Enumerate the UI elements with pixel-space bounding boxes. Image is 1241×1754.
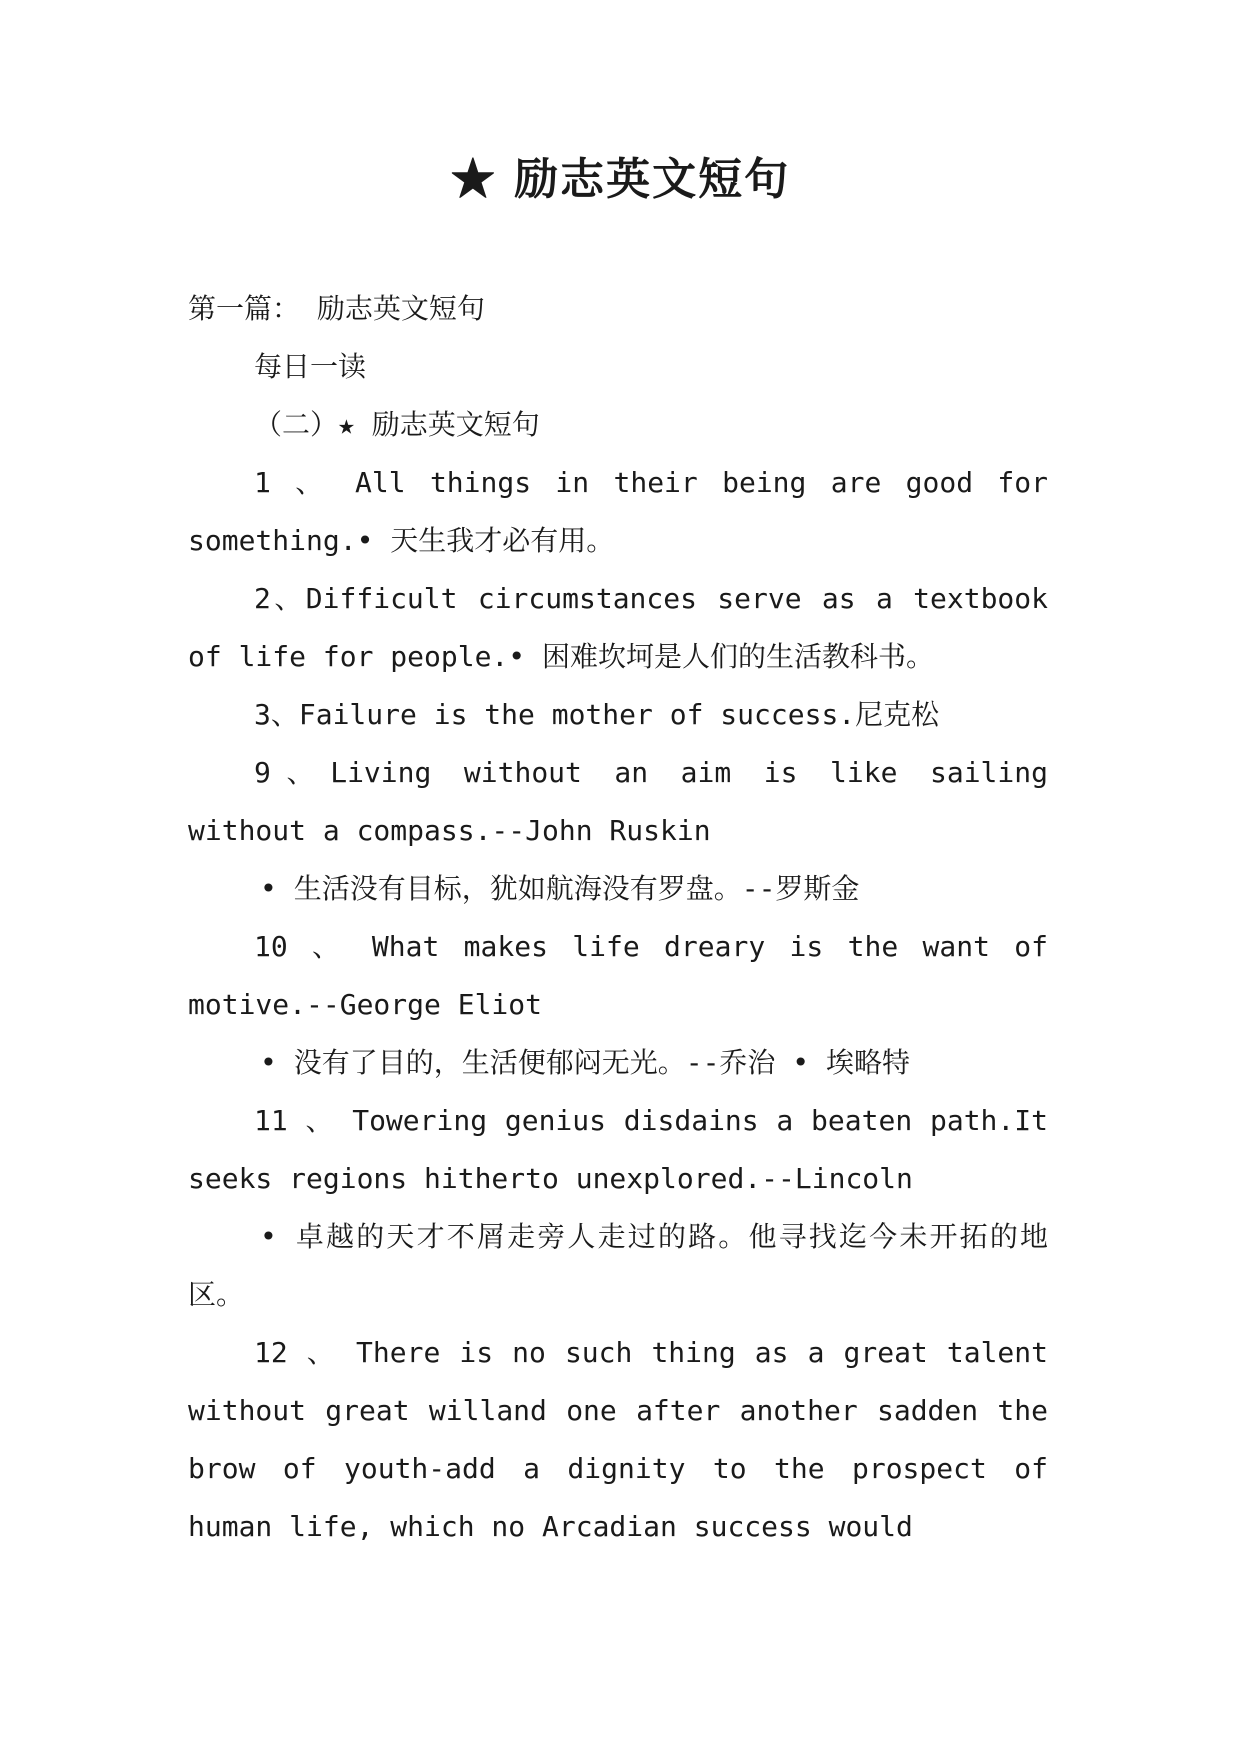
paragraph-10: 10 、 What makes life dreary is the want of motive.--George Eliot	[188, 930, 1048, 1021]
document-title: ★ 励志英文短句	[450, 154, 791, 205]
paragraph-11: 11 、 Towering genius disdains a beaten path.It seeks regions hitherto unexplored.--Lincoln	[188, 1104, 1048, 1195]
subheading: 每日一读	[254, 350, 367, 383]
paragraph-9-translation: • 生活没有目标，犹如航海没有罗盘。--罗斯金	[260, 872, 860, 905]
subheading-2: （二）★ 励志英文短句	[254, 408, 540, 441]
paragraph-10-translation: • 没有了目的，生活便郁闷无光。--乔治 • 埃略特	[260, 1046, 911, 1079]
paragraph-12: 12 、 There is no such thing as a great talent without great willand one after another sadden the brow of youth-add a dignity to the prospect of human life, which no Arcadian success would	[188, 1336, 1048, 1543]
paragraph-11-translation: • 卓越的天才不屑走旁人走过的路。他寻找迄今未开拓的地区。	[188, 1220, 1048, 1311]
paragraph-1: 1 、 All things in their being are good for something.• 天生我才必有用。	[188, 466, 1048, 557]
paragraph-9: 9、Living without an aim is like sailing without a compass.--John Ruskin	[188, 756, 1048, 847]
section-heading: 第一篇： 励志英文短句	[188, 292, 485, 325]
document-body	[188, 280, 1048, 1556]
paragraph-2: 2、Difficult circumstances serve as a textbook of life for people.• 困难坎坷是人们的生活教科书。	[188, 582, 1048, 673]
paragraph-3: 3、Failure is the mother of success.尼克松	[254, 698, 940, 731]
